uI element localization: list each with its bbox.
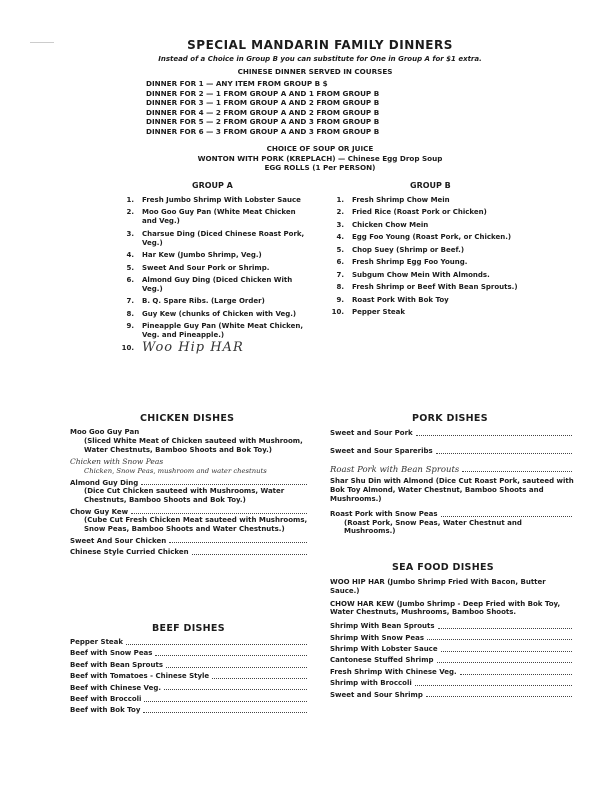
- item-number: 9.: [336, 295, 344, 304]
- item-text: Chop Suey (Shrimp or Beef.): [352, 245, 465, 254]
- leader-dots: [212, 672, 307, 679]
- menu-entry: [70, 649, 310, 658]
- dish-description: (Dice Cut Chicken sauteed with Mushrooms, Water Chestnuts, Bamboo Shoots and Bok Toy.): [84, 487, 285, 505]
- item-number: 10.: [331, 308, 344, 317]
- dish-name: Shrimp with Broccoli: [330, 679, 412, 688]
- dish-name: Shrimp With Snow Peas: [330, 633, 425, 642]
- leader-dots: [441, 510, 573, 517]
- handwritten-dish-name: Roast Pork with Bean Sprouts: [330, 464, 460, 475]
- item-number: 9.: [126, 322, 134, 331]
- item-number: 7.: [126, 297, 134, 306]
- dinner-line: DINNER FOR 6 — 3 FROM GROUP A AND 3 FROM GROUP B: [146, 126, 380, 136]
- item-number: 10.: [121, 343, 134, 352]
- leader-dots: [144, 695, 307, 702]
- leader-dots: [438, 622, 572, 629]
- item-number: 2.: [336, 208, 344, 217]
- group-b-list: [318, 196, 518, 321]
- dish-name: Cantonese Stuffed Shrimp: [330, 656, 434, 665]
- dish-name: Beef with Broccoli: [70, 694, 142, 703]
- menu-entry: [70, 508, 310, 534]
- item-number: 6.: [126, 276, 134, 285]
- menu-entry: [330, 600, 575, 618]
- leader-dots: [131, 508, 307, 515]
- menu-entry: [330, 466, 575, 475]
- leader-dots: [169, 537, 307, 544]
- item-number: 5.: [126, 263, 134, 272]
- dish-name: Chow Guy Kew: [70, 507, 129, 516]
- leader-dots: [192, 548, 307, 555]
- dish-name: Moo Goo Guy Pan: [70, 428, 140, 436]
- dish-name: Beef with Chinese Veg.: [70, 683, 161, 692]
- leader-dots: [143, 706, 307, 713]
- item-text: Egg Foo Young (Roast Pork, or Chicken.): [352, 233, 512, 242]
- menu-entry: [330, 668, 575, 677]
- group-a-title: GROUP A: [192, 181, 233, 190]
- chicken-dishes-title: CHICKEN DISHES: [140, 413, 235, 424]
- menu-entry: [70, 672, 310, 681]
- dinner-line: DINNER FOR 1 — ANY ITEM FROM GROUP B $: [146, 79, 328, 88]
- dish-name: Chinese Style Curried Chicken: [70, 547, 189, 556]
- soup-options: WONTON WITH PORK (KREPLACH) — Chinese Egg Drop Soup: [197, 153, 443, 163]
- menu-entry: [330, 578, 575, 596]
- group-b-item: [318, 208, 518, 217]
- item-number: 2.: [126, 208, 134, 217]
- item-text: Fresh Shrimp Egg Foo Young.: [352, 258, 468, 267]
- dish-name: CHOW HAR KEW (Jumbo Shrimp - Deep Fried with Bok Toy, Water Chestnuts, Mushrooms, Bamboo Shoots.: [330, 599, 561, 617]
- dinner-line: DINNER FOR 3 — 1 FROM GROUP A AND 2 FROM GROUP B: [146, 98, 380, 108]
- menu-entry: [330, 656, 575, 665]
- dish-description: (Sliced White Meat of Chicken sauteed with Mushroom, Water Chestnuts, Bamboo Shoots and Bok Toy.): [84, 436, 303, 454]
- leader-dots: [166, 661, 307, 668]
- item-text: Almond Guy Ding (Diced Chicken With Veg.): [142, 276, 293, 293]
- item-text: Pepper Steak: [352, 308, 406, 317]
- seafood-dishes-list: [330, 578, 575, 702]
- menu-entry: [70, 695, 310, 704]
- beef-dishes-list: [70, 638, 310, 718]
- item-number: 1.: [126, 196, 134, 204]
- leader-dots: [164, 684, 307, 691]
- item-text: Fresh Shrimp or Beef With Bean Sprouts.): [352, 283, 518, 292]
- item-number: 1.: [336, 196, 344, 204]
- leader-dots: [141, 479, 307, 486]
- group-a-list: [108, 196, 308, 356]
- leader-dots: [462, 466, 572, 473]
- group-a-item: [108, 297, 308, 306]
- dish-name: Fresh Shrimp With Chinese Veg.: [330, 667, 457, 676]
- dish-name: Roast Pork with Snow Peas: [330, 509, 438, 518]
- group-a-item: [108, 264, 308, 273]
- seafood-dishes-title: SEA FOOD DISHES: [392, 562, 494, 573]
- menu-entry: [70, 548, 310, 557]
- egg-rolls: EGG ROLLS (1 Per PERSON): [264, 163, 376, 173]
- dish-name: Almond Guy Ding: [70, 478, 139, 487]
- item-text: Charsue Ding (Diced Chinese Roast Pork, Veg.): [142, 229, 305, 247]
- menu-entry: [70, 638, 310, 647]
- leader-dots: [427, 634, 572, 641]
- item-text: Har Kew (Jumbo Shrimp, Veg.): [142, 251, 262, 260]
- item-number: 3.: [126, 229, 134, 238]
- dish-name: WOO HIP HAR (Jumbo Shrimp Fried With Bacon, Butter Sauce.): [330, 578, 546, 595]
- menu-entry: [330, 645, 575, 654]
- item-number: 3.: [336, 220, 344, 229]
- menu-entry: [330, 429, 575, 438]
- item-text: Guy Kew (chunks of Chicken with Veg.): [142, 309, 297, 318]
- menu-entry: [70, 537, 310, 546]
- item-number: 7.: [336, 270, 344, 279]
- menu-entry: [330, 447, 575, 456]
- menu-entry: [330, 691, 575, 700]
- item-text: Moo Goo Guy Pan (White Meat Chicken and Veg.): [142, 208, 296, 226]
- dish-name: Sweet and Sour Pork: [330, 429, 413, 437]
- group-a-item: [108, 322, 308, 340]
- dish-name: Shrimp With Bean Sprouts: [330, 622, 435, 631]
- pork-dishes-list: [330, 429, 575, 539]
- dish-name: Shrimp With Lobster Sauce: [330, 644, 438, 653]
- served-line: CHINESE DINNER SERVED IN COURSES: [237, 67, 393, 76]
- pork-dishes-title: PORK DISHES: [412, 413, 488, 424]
- item-number: 8.: [336, 283, 344, 292]
- menu-entry: [70, 661, 310, 670]
- item-text: Fried Rice (Roast Pork or Chicken): [352, 208, 487, 217]
- item-text: Roast Pork With Bok Toy: [352, 295, 449, 304]
- group-b-title: GROUP B: [410, 181, 451, 190]
- menu-entry: [330, 634, 575, 643]
- leader-dots: [437, 656, 573, 663]
- group-a-item: [108, 310, 308, 319]
- handwritten-dish-name: Chicken with Snow Peas: [70, 457, 164, 467]
- leader-dots: [436, 447, 572, 454]
- choice-heading: CHOICE OF SOUP OR JUICE: [266, 144, 374, 153]
- menu-entry: [70, 684, 310, 693]
- group-b-item: [318, 258, 518, 267]
- dinner-list: [146, 79, 456, 137]
- dish-name: Sweet and Sour Shrimp: [330, 690, 423, 699]
- leader-dots: [426, 691, 572, 698]
- group-b-item: [318, 308, 518, 317]
- dish-name: Sweet and Sour Spareribs: [330, 446, 433, 455]
- dish-name: Beef with Bok Toy: [70, 706, 141, 715]
- dish-name: Beef with Snow Peas: [70, 649, 153, 658]
- item-number: 8.: [126, 309, 134, 318]
- dinner-line: DINNER FOR 4 — 2 FROM GROUP A AND 2 FROM GROUP B: [146, 107, 380, 117]
- dish-name: Shar Shu Din with Almond (Dice Cut Roast Pork, sauteed with Bok Toy Almond, Water Chestnut, Bamboo Shoots and Mushrooms.): [330, 477, 574, 503]
- dinner-line: DINNER FOR 5 — 2 FROM GROUP A AND 3 FROM GROUP B: [146, 117, 380, 127]
- group-b-item: [318, 196, 518, 205]
- item-text: Chicken Chow Mein: [352, 220, 429, 229]
- scan-mark: [30, 42, 54, 47]
- dish-description: (Cube Cut Fresh Chicken Meat sauteed with Mushrooms, Snow Peas, Bamboo Shoots and Water Chestnuts.): [84, 516, 308, 534]
- handwritten-item-text: Woo Hip HAR: [142, 339, 244, 355]
- group-a-item: [108, 208, 308, 226]
- menu-entry: [330, 679, 575, 688]
- leader-dots: [416, 429, 572, 436]
- group-b-item: [318, 271, 518, 280]
- item-text: Subgum Chow Mein With Almonds.: [352, 270, 490, 279]
- item-text: Fresh Jumbo Shrimp With Lobster Sauce: [142, 196, 301, 204]
- page-title: SPECIAL MANDARIN FAMILY DINNERS: [187, 38, 453, 52]
- group-b-item: [318, 296, 518, 305]
- group-a-item: [108, 230, 308, 248]
- group-b-item: [318, 283, 518, 292]
- menu-entry: [330, 510, 575, 536]
- dish-name: Beef with Bean Sprouts: [70, 660, 163, 669]
- menu-entry: [70, 458, 310, 476]
- choice-block: [130, 144, 510, 173]
- dish-name: Beef with Tomatoes - Chinese Style: [70, 672, 210, 681]
- subtitle: Instead of a Choice in Group B you can substitute for One in Group A for $1 extra.: [158, 55, 482, 63]
- leader-dots: [155, 649, 307, 656]
- item-number: 5.: [336, 245, 344, 254]
- leader-dots: [460, 668, 572, 675]
- dish-name: Sweet And Sour Chicken: [70, 536, 167, 545]
- item-text: B. Q. Spare Ribs. (Large Order): [142, 297, 265, 306]
- group-a-item: [108, 276, 308, 294]
- group-a-item: [108, 196, 308, 205]
- leader-dots: [415, 679, 572, 686]
- item-text: Sweet And Sour Pork or Shrimp.: [142, 263, 270, 272]
- group-b-item: [318, 233, 518, 242]
- item-number: 4.: [126, 251, 134, 260]
- item-number: 4.: [336, 233, 344, 242]
- dinner-line: DINNER FOR 2 — 1 FROM GROUP A AND 1 FROM GROUP B: [146, 88, 380, 98]
- menu-entry: [330, 622, 575, 631]
- group-b-item: [318, 221, 518, 230]
- item-number: 6.: [336, 258, 344, 267]
- chicken-dishes-list: [70, 428, 310, 559]
- handwritten-dish-description: Chicken, Snow Peas, mushroom and water chestnuts: [84, 467, 267, 476]
- group-a-item: [108, 251, 308, 260]
- menu-entry: [330, 477, 575, 503]
- group-b-item: [318, 246, 518, 255]
- leader-dots: [441, 645, 572, 652]
- menu-entry: [70, 479, 310, 505]
- item-text: Fresh Shrimp Chow Mein: [352, 196, 450, 204]
- menu-entry: [70, 428, 310, 454]
- group-a-item: [108, 339, 308, 355]
- leader-dots: [126, 638, 307, 645]
- menu-entry: [70, 706, 310, 715]
- dish-name: Pepper Steak: [70, 638, 124, 646]
- beef-dishes-title: BEEF DISHES: [152, 623, 225, 634]
- item-text: Pineapple Guy Pan (White Meat Chicken, Veg. and Pineapple.): [142, 322, 303, 340]
- dish-description: (Roast Pork, Snow Peas, Water Chestnut and Mushrooms.): [344, 518, 522, 536]
